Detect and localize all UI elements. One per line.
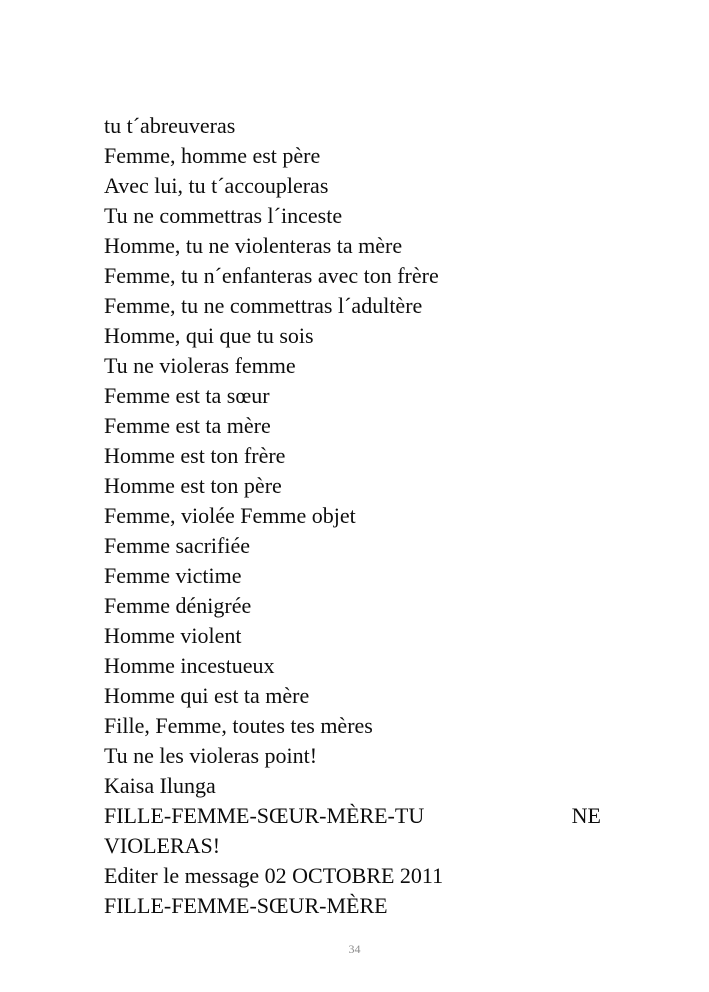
text-line: Femme sacrifiée [104, 533, 250, 558]
text-line: Homme, qui que tu sois [104, 323, 314, 348]
text-line: Femme victime [104, 563, 242, 588]
text-line: Kaisa Ilunga [104, 773, 216, 798]
text-line: Tu ne les violeras point! [104, 743, 318, 768]
text-line: Femme est ta sœur [104, 383, 270, 408]
text-line: Homme incestueux [104, 653, 275, 678]
text-line: Avec lui, tu t´accoupleras [104, 173, 329, 198]
text-line: Homme, tu ne violenteras ta mère [104, 233, 403, 258]
text-line: Femme, tu n´enfanteras avec ton frère [104, 263, 439, 288]
text-line-right-segment: NE [571, 803, 601, 828]
poem-text-block [104, 111, 601, 921]
text-line: Homme violent [104, 623, 242, 648]
text-line: Femme dénigrée [104, 593, 252, 618]
page-number: 34 [348, 942, 361, 956]
text-line: FILLE-FEMME-SŒUR-MÈRE [104, 893, 388, 918]
text-line: Editer le message 02 OCTOBRE 2011 [104, 863, 444, 888]
text-line: Homme qui est ta mère [104, 683, 310, 708]
text-line: Femme, homme est père [104, 143, 321, 168]
text-line: Femme, tu ne commettras l´adultère [104, 293, 423, 318]
text-line: Fille, Femme, toutes tes mères [104, 713, 373, 738]
text-line [104, 801, 601, 831]
text-line-left-segment: FILLE-FEMME-SŒUR-MÈRE-TU [104, 803, 425, 828]
text-line: Tu ne violeras femme [104, 353, 296, 378]
text-line: VIOLERAS! [104, 833, 221, 858]
text-line: Homme est ton père [104, 473, 282, 498]
text-line: Tu ne commettras l´inceste [104, 203, 343, 228]
text-line: tu t´abreuveras [104, 113, 236, 138]
text-line: Homme est ton frère [104, 443, 286, 468]
text-line: Femme, violée Femme objet [104, 503, 356, 528]
text-line: Femme est ta mère [104, 413, 271, 438]
